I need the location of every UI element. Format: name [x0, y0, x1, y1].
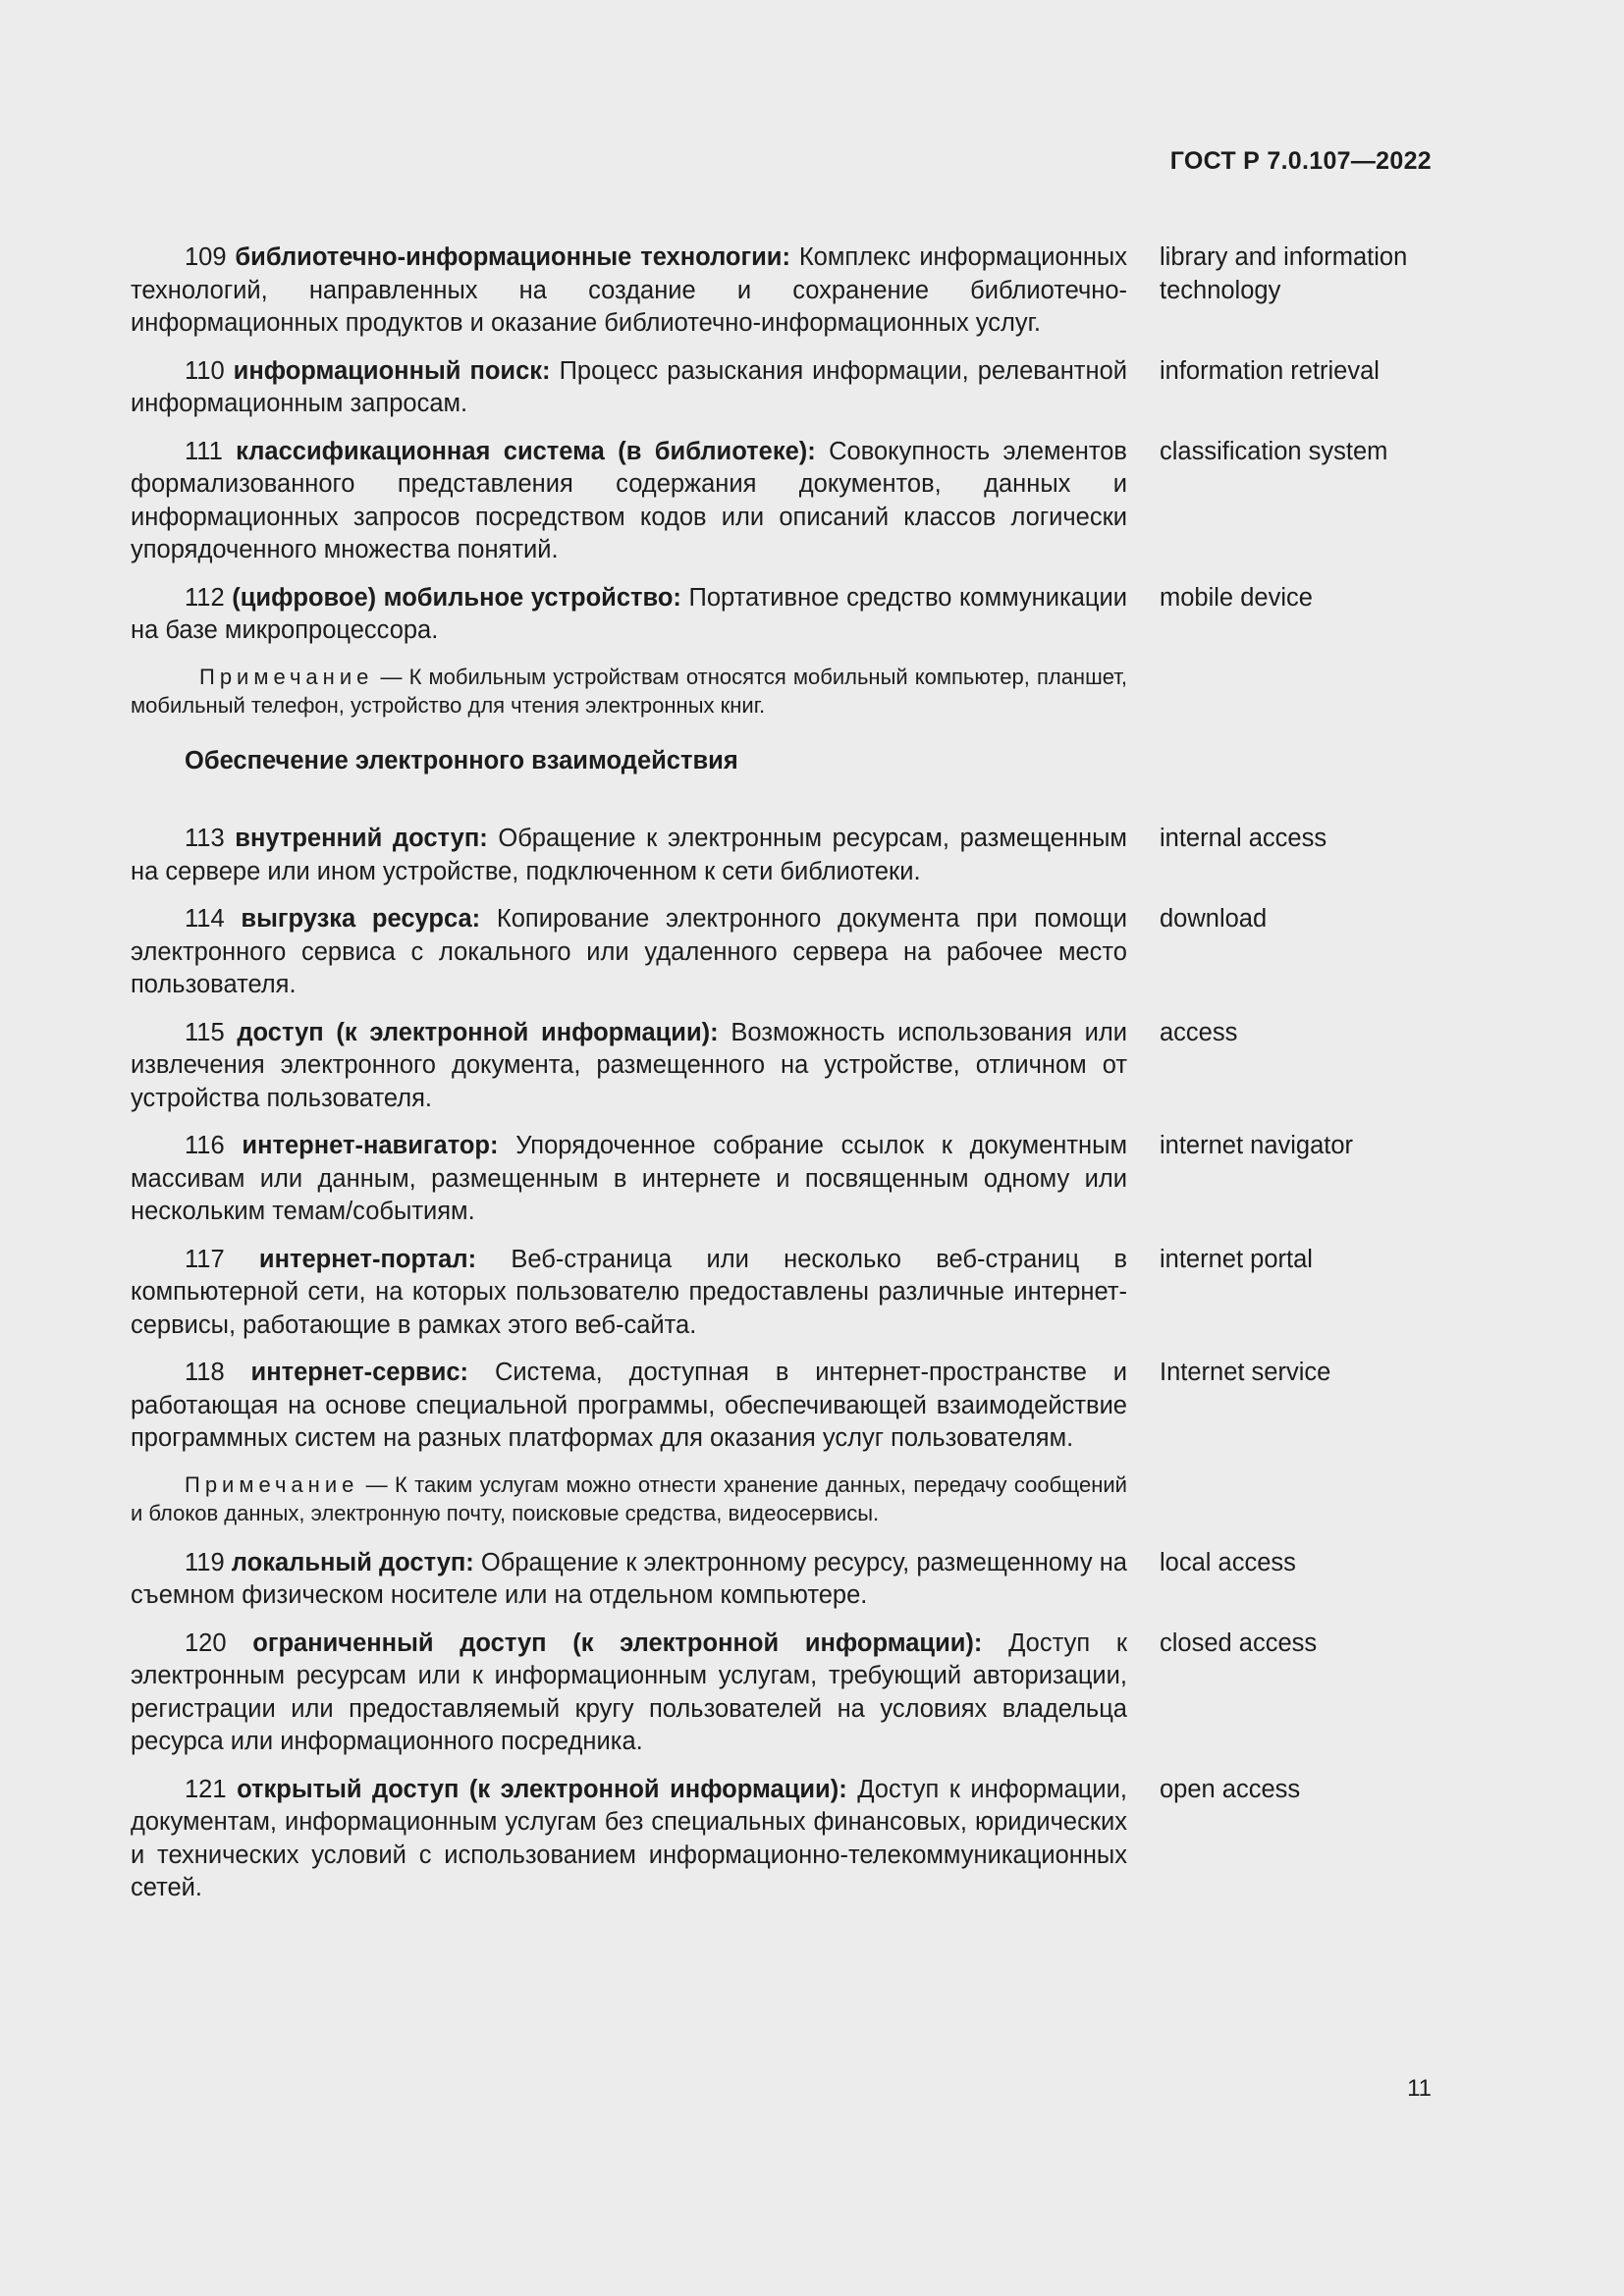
term-definition-ru	[131, 823, 1127, 888]
terms-group-general	[131, 241, 1436, 648]
term-definition-text: Процесс разыскания информации, релевантной информационным запросам.	[131, 356, 1127, 417]
term-definition-text: Обращение к электронным ресурсам, размещенным на сервере или ином устройстве, подключенном к сети библиотеки.	[131, 825, 1127, 885]
note-text: — К мобильным устройствам относятся мобильный компьютер, планшет, мобильный телефон, устройство для чтения электронных книг.	[131, 664, 1127, 718]
term-definition-text: Комплекс информационных технологий, направленных на создание и сохранение библиотечно-информационных продуктов и оказание библиотечно-информационных услуг.	[131, 243, 1127, 337]
term-number: 117	[185, 1245, 225, 1273]
page-number: 11	[1407, 2075, 1432, 2102]
term-definition-text: Доступ к информации, документам, информационным услугам без специальных финансовых, юридических и технических условий с использованием информационно-телекоммуникационных сетей.	[131, 1775, 1127, 1901]
term-definition-text: Обращение к электронному ресурсу, размещенному на съемном физическом носителе или на отдельном компьютере.	[131, 1548, 1127, 1609]
term-entry	[131, 1244, 1436, 1343]
note-internet-services	[131, 1470, 1127, 1527]
term-title: выгрузка ресурса:	[241, 905, 481, 933]
note-text: — К таким услугам можно отнести хранение данных, передачу сообщений и блоков данных, электронную почту, поисковые средства, видеосервисы.	[131, 1471, 1127, 1525]
term-definition-ru	[131, 241, 1127, 341]
term-english-equivalent: mobile device	[1160, 583, 1313, 612]
term-entry	[131, 1017, 1436, 1116]
note-label: Примечание	[199, 664, 374, 689]
term-title: внутренний доступ:	[235, 825, 488, 852]
term-entry	[131, 241, 1436, 341]
term-definition-ru	[131, 436, 1127, 567]
term-number: 109	[185, 243, 227, 271]
term-entry	[131, 436, 1436, 567]
term-number: 120	[185, 1629, 227, 1657]
term-english-equivalent: internet portal	[1160, 1245, 1313, 1273]
term-definition-ru	[131, 1774, 1127, 1905]
term-number: 116	[185, 1132, 225, 1159]
term-definition-text: Возможность использования или извлечения электронного документа, размещенного на устройстве, отличном от устройства пользователя.	[131, 1018, 1127, 1112]
term-english-equivalent: library and information technology	[1160, 243, 1408, 304]
term-title: доступ (к электронной информации):	[237, 1018, 719, 1046]
term-entry	[131, 903, 1436, 1002]
term-number: 111	[185, 437, 223, 465]
note-label: Примечание	[185, 1471, 359, 1497]
term-title: интернет-сервис:	[250, 1359, 469, 1386]
term-english-equivalent: local access	[1160, 1548, 1296, 1576]
term-entry	[131, 1357, 1436, 1456]
term-english-equivalent: Internet service	[1160, 1359, 1331, 1386]
term-number: 110	[185, 356, 225, 385]
term-definition-ru	[131, 1628, 1127, 1759]
term-definition-text: Портативное средство коммуникации на базе микропроцессора.	[131, 583, 1127, 644]
term-english-equivalent: internal access	[1160, 825, 1327, 852]
term-english-equivalent: open access	[1160, 1775, 1301, 1803]
term-english-equivalent: access	[1160, 1018, 1238, 1046]
term-definition-text: Доступ к электронным ресурсам или к информационным услугам, требующий авторизации, регистрации или предоставляемый кругу пользователей на условиях владельца ресурса или информационного посредника.	[131, 1629, 1127, 1755]
term-definition-ru	[131, 1017, 1127, 1116]
term-definition-text: Совокупность элементов формализованного представления содержания документов, данных и информационных запросов посредством кодов или описаний классов логически упорядоченного множества понятий.	[131, 437, 1127, 563]
term-definition-ru	[131, 1244, 1127, 1343]
term-definition-text: Упорядоченное собрание ссылок к документным массивам или данным, размещенным в интернете и посвященным одному или нескольким темам/событиям.	[131, 1132, 1128, 1225]
term-definition-ru	[131, 1357, 1127, 1456]
note-mobile-devices	[131, 663, 1127, 720]
term-definition-ru	[131, 355, 1127, 421]
term-definition-ru	[131, 1547, 1127, 1613]
term-english-equivalent: download	[1160, 905, 1268, 933]
term-title: информационный поиск:	[233, 356, 551, 385]
term-entry	[131, 1774, 1436, 1905]
term-english-equivalent: internet navigator	[1160, 1132, 1354, 1159]
term-title: открытый доступ (к электронной информации):	[237, 1775, 847, 1803]
term-english-equivalent: classification system	[1160, 437, 1388, 465]
term-definition-text: Веб-страница или несколько веб-страниц в компьютерной сети, на которых пользователю предоставлены различные интернет-сервисы, работающие в рамках этого веб-сайта.	[131, 1245, 1128, 1339]
term-definition-ru	[131, 582, 1127, 648]
term-number: 118	[185, 1359, 225, 1386]
term-definition-ru	[131, 1130, 1127, 1229]
term-definition-text: Система, доступная в интернет-пространстве и работающая на основе специальной программы, обеспечивающей взаимодействие программных систем на разных платформах для оказания услуг пользователям.	[131, 1359, 1127, 1452]
term-title: (цифровое) мобильное устройство:	[232, 583, 681, 612]
terms-group-electronic-interaction	[131, 823, 1436, 1456]
term-definition-text: Копирование электронного документа при помощи электронного сервиса с локального или удаленного сервера на рабочее место пользователя.	[131, 905, 1127, 998]
term-number: 112	[185, 583, 225, 612]
term-title: интернет-портал:	[258, 1245, 477, 1273]
term-number: 121	[185, 1775, 227, 1803]
section-title: Обеспечение электронного взаимодействия	[185, 746, 738, 774]
term-title: интернет-навигатор:	[242, 1132, 499, 1159]
term-entry	[131, 582, 1436, 648]
document-code-header: ГОСТ Р 7.0.107—2022	[1169, 147, 1432, 175]
term-entry	[131, 1628, 1436, 1759]
terms-group-access	[131, 1547, 1436, 1905]
term-title: классификационная система (в библиотеке):	[236, 437, 816, 465]
term-number: 114	[185, 905, 225, 933]
terms-content	[131, 241, 1436, 1920]
term-entry	[131, 1130, 1436, 1229]
term-number: 119	[185, 1548, 225, 1576]
term-entry	[131, 355, 1436, 421]
term-english-equivalent: information retrieval	[1160, 356, 1380, 385]
term-title: ограниченный доступ (к электронной информации):	[252, 1629, 983, 1657]
term-entry	[131, 1547, 1436, 1613]
term-number: 115	[185, 1018, 225, 1046]
term-title: библиотечно-информационные технологии:	[235, 243, 790, 271]
term-number: 113	[185, 825, 225, 852]
term-definition-ru	[131, 903, 1127, 1002]
term-entry	[131, 823, 1436, 888]
term-english-equivalent: closed access	[1160, 1629, 1318, 1657]
term-title: локальный доступ:	[231, 1548, 474, 1576]
